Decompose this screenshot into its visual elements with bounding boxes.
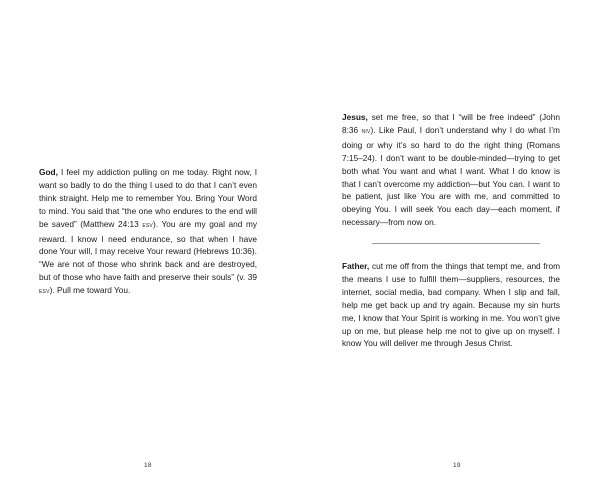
prayer-jesus-paragraph [342,111,560,229]
right-page [302,0,603,486]
bible-version-abbrev: esv [142,221,153,229]
prayer-god-paragraph [39,166,257,299]
prayer-lead-jesus: Jesus, [342,112,368,122]
bible-version-abbrev: esv [39,288,50,296]
page-number-left: 18 [144,462,152,469]
prayer-text-part: I feel my addiction pulling on me today. Right now, I want so badly to do the thing I used to do that I can’t even think straight. Help me to remember You. Bring Your Word to mind. You said that “the one who endures to the end will be saved” (Matthew 24:13 [39,167,257,229]
page-number-right: 19 [453,462,461,469]
prayer-text-part: ). Pull me toward You. [49,285,131,296]
prayer-lead-god: God, [39,167,58,177]
prayer-text-part: set me free, so that I “will be free indeed” (John 8:36 [342,112,560,135]
section-divider [372,243,540,244]
prayer-text-part: ). Like Paul, I don’t understand why I do what I’m doing or why it’s so hard to do the right thing (Romans 7:15–24). I don’t want to be double-minded—trying to get both what You want and what I want. What I do know is that I can’t overcome my addiction—but You can. I want to be patient, just like You are with me, and committed to obeying You. I will seek You each day—each moment, if necessary—from now on. [342,124,560,228]
left-page [0,0,301,486]
prayer-lead-father: Father, [342,261,370,271]
prayer-text-part: cut me off from the things that tempt me, and from the means I use to fulfill them—suppliers, resources, the internet, social media, bad company. When I slip and fall, help me get back up and try again. Because my sin hurts me, I know that Your Spirit is working in me. You won’t give up on me, but please help me not to give up on myself. I know You will deliver me through Jesus Christ. [342,261,560,349]
prayer-text-part: ). You are my goal and my reward. I know I need endurance, so that when I have done Your will, I may receive Your reward (Hebrews 10:36). “We are not of those who shrink back and are destroyed, but of those who have faith and preserve their souls” (v. 39 [39,218,258,283]
bible-version-abbrev: niv [361,127,371,135]
prayer-father-paragraph [342,260,560,350]
